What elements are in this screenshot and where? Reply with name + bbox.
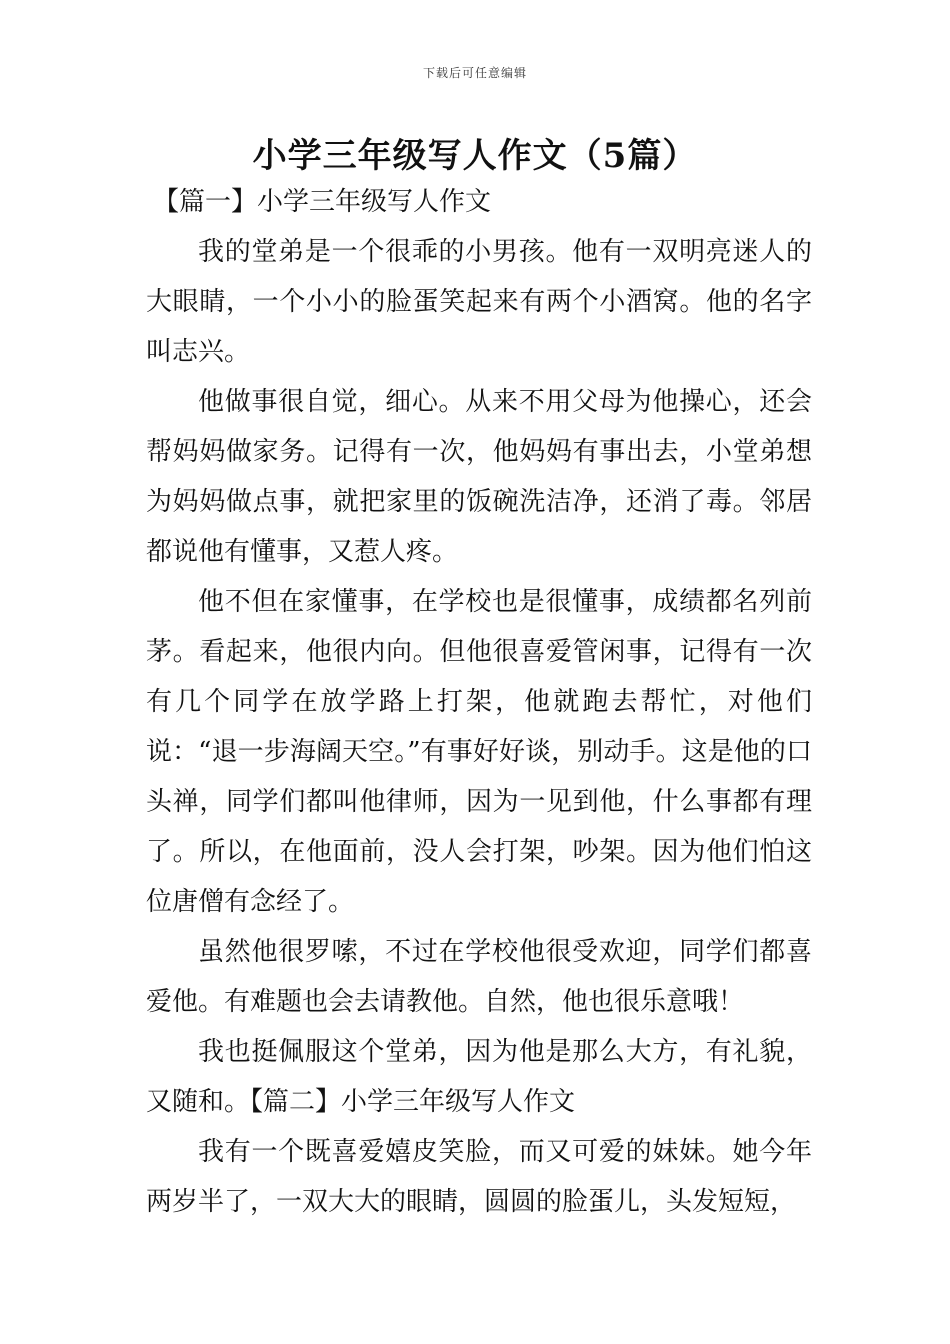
- header-note: 下载后可任意编辑: [422, 66, 527, 80]
- paragraph: 他不但在家懂事，在学校也是很懂事，成绩都名列前茅。看起来，他很内向。但他很喜爱管闲事，记得有一次有几个同学在放学路上打架，他就跑去帮忙，对他们说：“退一步海阔天空。”有事好好谈，别动手。这是他的口头禅，同学们都叫他律师，因为一见到他，什么事都有理了。所以，在他面前，没人会打架，吵架。因为他们怕这位唐僧有念经了。: [146, 587, 812, 917]
- paragraph-text: 我也挺佩服这个堂弟，因为他是那么大方，有礼貌，又随和。: [146, 1037, 812, 1117]
- paragraph: 我有一个既喜爱嬉皮笑脸，而又可爱的妹妹。她今年两岁半了，一双大大的眼睛，圆圆的脸蛋儿，头发短短，: [146, 1137, 812, 1217]
- paragraph: [146, 1027, 812, 1127]
- section-heading-2: 【篇二】小学三年级写人作文: [250, 1087, 576, 1117]
- paragraph: 我的堂弟是一个很乖的小男孩。他有一双明亮迷人的大眼睛，一个小小的脸蛋笑起来有两个小酒窝。他的名字叫志兴。: [146, 237, 812, 367]
- document-title: 小学三年级写人作文（5篇）: [252, 136, 698, 176]
- paragraph: 他做事很自觉，细心。从来不用父母为他操心，还会帮妈妈做家务。记得有一次，他妈妈有事出去，小堂弟想为妈妈做点事，就把家里的饭碗洗洁净，还消了毒。邻居都说他有懂事，又惹人疼。: [146, 387, 812, 567]
- section-heading-1: 【篇一】小学三年级写人作文: [153, 187, 492, 217]
- document-body: [146, 177, 812, 1227]
- paragraph: 虽然他很罗嗦，不过在学校他很受欢迎，同学们都喜爱他。有难题也会去请教他。自然，他也很乐意哦！: [146, 937, 812, 1017]
